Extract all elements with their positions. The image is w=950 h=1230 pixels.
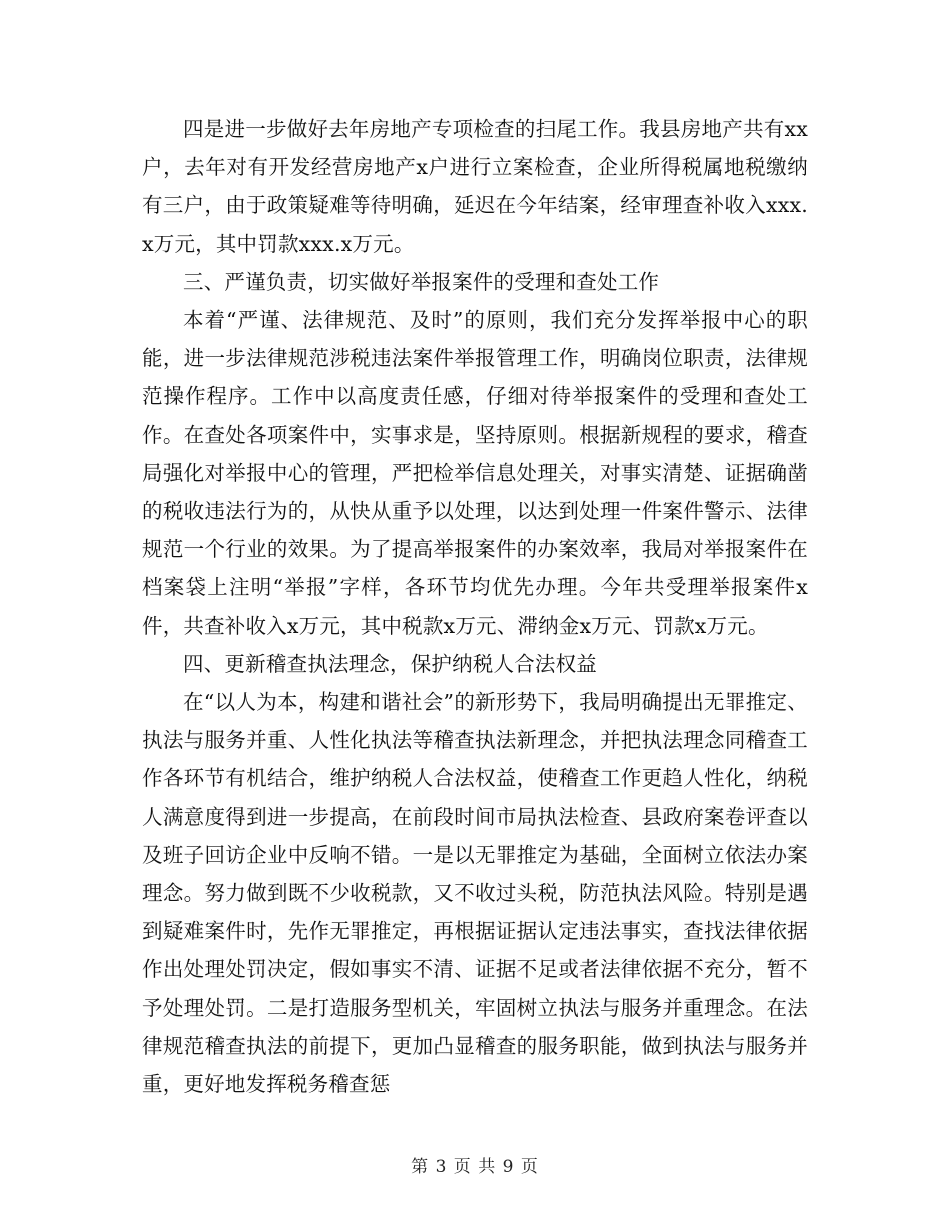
paragraph-enforcement-philosophy: 在“以人为本，构建和谐社会”的新形势下，我局明确提出无罪推定、执法与服务并重、人性化执法等稽查执法新理念，并把执法理念同稽查工作各环节有机结合，维护纳税人合法权益，使稽查工作更趋人性化，纳税人满意度得到进一步提高，在前段时间市局执法检查、县政府案卷评查以及班子回访企业中反响不错。一是以无罪推定为基础，全面树立依法办案理念。努力做到既不少收税款，又不收过头税，防范执法风险。特别是遇到疑难案件时，先作无罪推定，再根据证据认定违法事实，查找法律依据作出处理处罚决定，假如事实不清、证据不足或者法律依据不充分，暂不予处理处罚。二是打造服务型机关，牢固树立执法与服务并重理念。在法律规范稽查执法的前提下，更加凸显稽查的服务职能，做到执法与服务并重，更好地发挥税务稽查惩 bbox=[142, 690, 808, 1097]
page-number-footer: 第 3 页 共 9 页 bbox=[411, 1157, 539, 1177]
document-body bbox=[142, 110, 808, 1103]
section-heading-report-cases: 三、严谨负责，切实做好举报案件的受理和查处工作 bbox=[183, 269, 660, 294]
paragraph-real-estate-inspection: 四是进一步做好去年房地产专项检查的扫尾工作。我县房地产共有xx户，去年对有开发经营房地产x户进行立案检查，企业所得税属地税缴纳有三户，由于政策疑难等待明确，延迟在今年结案，经审理查补收入xxx.x万元，其中罚款xxx.x万元。 bbox=[142, 117, 808, 256]
paragraph-report-cases: 本着“严谨、法律规范、及时”的原则，我们充分发挥举报中心的职能，进一步法律规范涉税违法案件举报管理工作，明确岗位职责，法律规范操作程序。工作中以高度责任感，仔细对待举报案件的受理和查处工作。在查处各项案件中，实事求是，坚持原则。根据新规程的要求，稽查局强化对举报中心的管理，严把检举信息处理关，对事实清楚、证据确凿的税收违法行为的，从快从重予以处理，以达到处理一件案件警示、法律规范一个行业的效果。为了提高举报案件的办案效率，我局对举报案件在档案袋上注明“举报”字样，各环节均优先办理。今年共受理举报案件x件，共查补收入x万元，其中税款x万元、滞纳金x万元、罚款x万元。 bbox=[142, 308, 808, 638]
section-heading-enforcement-philosophy: 四、更新稽查执法理念，保护纳税人合法权益 bbox=[183, 651, 597, 676]
